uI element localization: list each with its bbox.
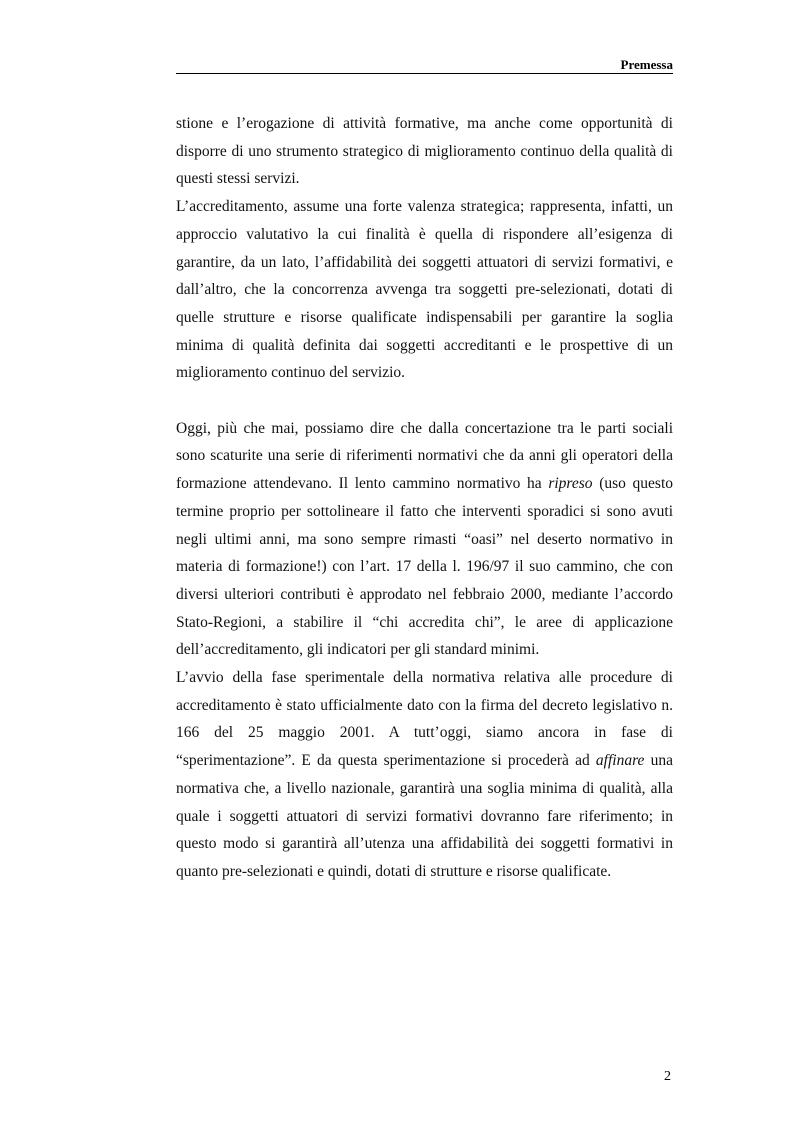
header-divider [176, 73, 673, 74]
running-header-title: Premessa [620, 57, 673, 72]
paragraph-1: stione e l’erogazione di attività formative, ma anche come opportunità di disporre di uno strumento strategico di miglioramento continuo della qualità di questi stessi servizi. [176, 115, 673, 188]
paragraph-3-text-b: (uso questo termine proprio per sottolineare il fatto che interventi sporadici si sono avuti negli ultimi anni, ma sono sempre rimasti “oasi” nel deserto normativo in materia di formazione!) con l’art. 17 della l. 196/97 il suo cammino, che con diversi ulteriori contributi è approdato nel febbraio 2000, mediante l’accordo Stato-Regioni, a stabilire il “chi accredita chi”, le aree di applicazione dell’accreditamento, gli indicatori per gli standard minimi. [176, 475, 673, 659]
paragraph-3-emphasis: ripreso [548, 475, 593, 493]
paragraph-4-emphasis: affinare [595, 752, 645, 770]
paragraph-4 [176, 664, 673, 886]
paragraph-gap [176, 387, 673, 415]
body-text [176, 110, 673, 886]
paragraph-4-text-b: una normativa che, a livello nazionale, garantirà una soglia minima di qualità, alla quale i soggetti attuatori di servizi formativi dovranno fare riferimento; in questo modo si garantirà all’utenza una affidabilità dei soggetti formativi in quanto pre-selezionati e quindi, dotati di strutture e risorse qualificate. [176, 752, 673, 880]
paragraph-3 [176, 415, 673, 664]
paragraph-3-text-a: Oggi, più che mai, possiamo dire che dalla concertazione tra le parti sociali sono scaturite una serie di riferimenti normativi che da anni gli operatori della formazione attendevano. Il lento cammino normativo ha [176, 419, 673, 493]
page-number: 2 [664, 1069, 671, 1084]
paragraph-2: L’accreditamento, assume una forte valenza strategica; rappresenta, infatti, un approccio valutativo la cui finalità è quella di rispondere all’esigenza di garantire, da un lato, l’affidabilità dei soggetti attuatori di servizi formativi, e dall’altro, che la concorrenza avvenga tra soggetti pre-selezionati, dotati di quelle strutture e risorse qualificate indispensabili per garantire la soglia minima di qualità definita dai soggetti accreditanti e le prospettive di un miglioramento continuo del servizio. [176, 198, 673, 382]
paragraph-4-text-a: L’avvio della fase sperimentale della normativa relativa alle procedure di accreditamento è stato ufficialmente dato con la firma del decreto legislativo n. 166 del 25 maggio 2001. A tutt’oggi, siamo ancora in fase di “sperimentazione”. E da questa sperimentazione si procederà ad [176, 669, 673, 770]
